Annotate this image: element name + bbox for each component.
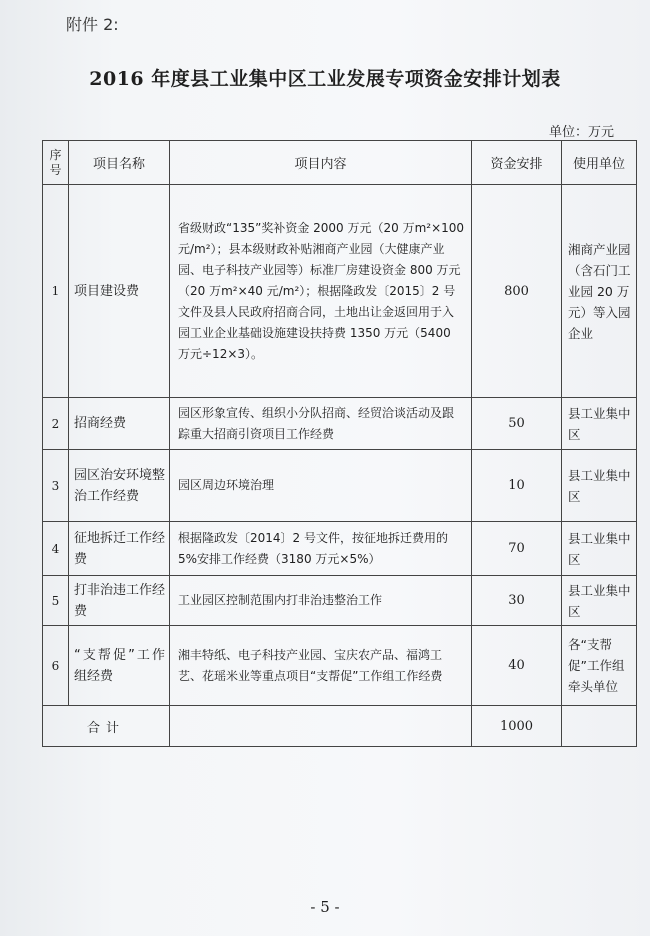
table-row bbox=[43, 185, 637, 398]
row-user-unit: 县工业集中区 bbox=[562, 398, 637, 450]
table-row bbox=[43, 398, 637, 450]
row-user-unit: 县工业集中区 bbox=[562, 576, 637, 626]
row-amount: 800 bbox=[472, 185, 562, 398]
row-user-unit: 县工业集中区 bbox=[562, 450, 637, 522]
row-amount: 50 bbox=[472, 398, 562, 450]
row-project-name: 招商经费 bbox=[69, 398, 170, 450]
table-header-row bbox=[43, 141, 637, 185]
table-row bbox=[43, 576, 637, 626]
total-user-empty bbox=[562, 706, 637, 747]
total-amount: 1000 bbox=[472, 706, 562, 747]
header-name: 项目名称 bbox=[69, 141, 170, 185]
row-project-content: 园区周边环境治理 bbox=[170, 450, 472, 522]
table-row bbox=[43, 626, 637, 706]
row-project-content: 湘丰特纸、电子科技产业园、宝庆农产品、福鸿工艺、花瑶米业等重点项目“支帮促”工作组工作经费 bbox=[170, 626, 472, 706]
row-project-content: 园区形象宣传、组织小分队招商、经贸洽谈活动及跟踪重大招商引资项目工作经费 bbox=[170, 398, 472, 450]
attachment-label: 附件 2: bbox=[66, 15, 119, 34]
total-content-empty bbox=[170, 706, 472, 747]
row-project-content: 工业园区控制范围内打非治违整治工作 bbox=[170, 576, 472, 626]
row-project-name: 征地拆迁工作经费 bbox=[69, 522, 170, 576]
header-user: 使用单位 bbox=[562, 141, 637, 185]
row-amount: 40 bbox=[472, 626, 562, 706]
row-amount: 10 bbox=[472, 450, 562, 522]
header-amount: 资金安排 bbox=[472, 141, 562, 185]
total-label: 合计 bbox=[43, 706, 170, 747]
document-title: 2016 年度县工业集中区工业发展专项资金安排计划表 bbox=[89, 68, 561, 90]
row-project-name: 项目建设费 bbox=[69, 185, 170, 398]
unit-label: 单位：万元 bbox=[548, 125, 614, 140]
row-project-name: 园区治安环境整治工作经费 bbox=[69, 450, 170, 522]
row-project-content: 根据隆政发〔2014〕2 号文件，按征地拆迁费用的 5%安排工作经费（3180 万元×5%） bbox=[170, 522, 472, 576]
funding-plan-table bbox=[42, 140, 637, 747]
row-number: 3 bbox=[43, 450, 69, 522]
table-row bbox=[43, 450, 637, 522]
header-seq: 序 号 bbox=[43, 141, 69, 185]
row-user-unit: 各“支帮促”工作组牵头单位 bbox=[562, 626, 637, 706]
table-total-row bbox=[43, 706, 637, 747]
row-number: 6 bbox=[43, 626, 69, 706]
row-number: 2 bbox=[43, 398, 69, 450]
row-number: 1 bbox=[43, 185, 69, 398]
row-project-name: 打非治违工作经费 bbox=[69, 576, 170, 626]
row-project-content: 省级财政“135”奖补资金 2000 万元（20 万m²×100 元/m²）；县本级财政补贴湘商产业园（大健康产业园、电子科技产业园等）标准厂房建设资金 800 万元（20 万m²×40 元/m²）；根据隆政发〔2015〕2 号文件及县人民政府招商合同，土地出让金返回用于入园工业企业基础设施建设扶持费 1350 万元（5400 万元÷12×3）。 bbox=[170, 185, 472, 398]
row-amount: 30 bbox=[472, 576, 562, 626]
header-content: 项目内容 bbox=[170, 141, 472, 185]
row-number: 4 bbox=[43, 522, 69, 576]
table-row bbox=[43, 522, 637, 576]
row-user-unit: 县工业集中区 bbox=[562, 522, 637, 576]
page-number: - 5 - bbox=[310, 898, 340, 916]
row-number: 5 bbox=[43, 576, 69, 626]
row-amount: 70 bbox=[472, 522, 562, 576]
row-project-name: “支帮促”工作组经费 bbox=[69, 626, 170, 706]
row-user-unit: 湘商产业园（含石门工业园 20 万元）等入园企业 bbox=[562, 185, 637, 398]
